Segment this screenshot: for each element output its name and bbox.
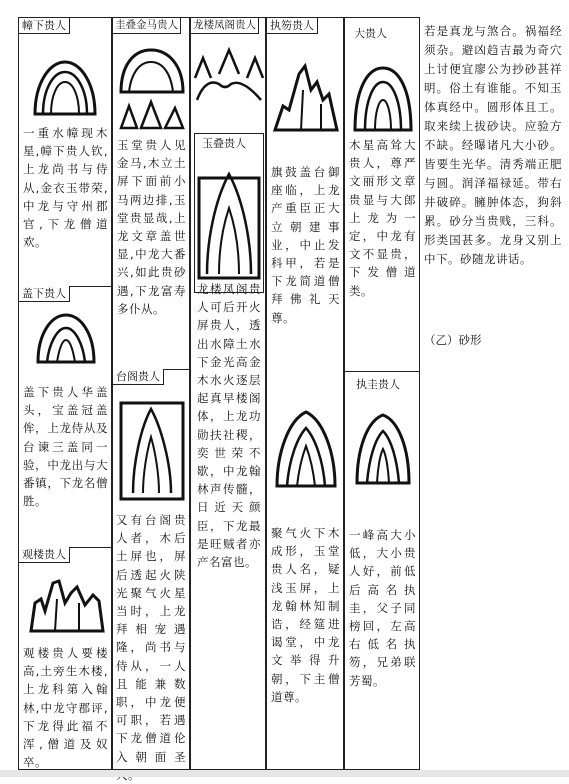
triple-peak-icon bbox=[27, 573, 107, 635]
section-text: 观楼贵人要楼高,土旁生木楼,上龙科第入翰林,中龙守郡评,下龙得此福不浑,僧道及奴卒。 bbox=[23, 646, 108, 770]
section-guidie bbox=[113, 18, 189, 370]
section-zhangxia bbox=[19, 18, 111, 287]
section-header: 幛下贵人 bbox=[19, 18, 70, 34]
section-zhihu bbox=[267, 18, 343, 348]
section-dagui bbox=[345, 18, 419, 372]
section-text: 盖下贵人华盖头，宝盖冠盖侔，上龙侍从及台谏三盖同一验，中龙出与大番镇，下龙名僧胜。 bbox=[23, 385, 108, 509]
column-5 bbox=[344, 17, 420, 770]
section-header: 盖下贵人 bbox=[19, 286, 70, 302]
section-juqi bbox=[267, 348, 343, 769]
section-text: 旗鼓盖台御座临，上龙产重臣正大立朝建事业，中止发科甲，若是下龙简道僧拜佛礼天尊。 bbox=[271, 165, 340, 325]
section-text: 聚气火下木成形，玉堂贵人名，疑浅玉屏，上龙翰林知制诰，经筵进谒堂，中龙文举得升朝，下主僧道尊。 bbox=[271, 526, 340, 704]
section-taige bbox=[113, 369, 189, 769]
section-yudie bbox=[194, 133, 264, 293]
section-text: 玉堂贵人见金马,木立土屏下面前小马两边排,玉堂贵显哉,上龙文章盖世显,中龙大番兴,如此贵砂遇,下龙富寿多仆从。 bbox=[117, 138, 186, 316]
flame-icon bbox=[117, 393, 187, 505]
bottom-bar bbox=[0, 770, 569, 777]
double-arch-icon bbox=[351, 62, 415, 134]
section-header: 执圭贵人 bbox=[353, 377, 403, 392]
section-text: 木星高耸大贵人，尊严文丽形文章贵显与大郎上龙为一定，中龙有文不显贵，下发僧道类。 bbox=[349, 138, 416, 298]
section-header: 大贵人 bbox=[351, 26, 390, 41]
section-text: 一重水幛现木星,幛下贵人钦,上龙尚书与侍从,金衣玉带荣,中龙与守州郡官,下龙僧道欢。 bbox=[23, 126, 108, 250]
peak-icon bbox=[119, 98, 185, 132]
section-longlou bbox=[191, 18, 265, 133]
mountain-icon bbox=[117, 44, 187, 96]
flame-icon bbox=[197, 164, 261, 282]
flame-icon bbox=[353, 411, 413, 487]
triple-peak-icon bbox=[193, 44, 265, 102]
section-text: 龙楼凤阁贵人可后开火屏贵人，透出水障土水下金光高金木水火逐层起真早楼阁体，上龙功勋扶社稷，奕世荣不歇，中龙翰林声传髓，日近天颜臣，下龙最是旺贼者亦产名富也。 bbox=[197, 282, 261, 570]
section-header: 圭叠金马贵人 bbox=[113, 18, 181, 34]
flame-icon bbox=[273, 408, 339, 490]
double-arch-icon bbox=[31, 56, 99, 118]
section-text: 又有台阁贵人者，木后土屏也，屏后透起火陕光聚气火星当时，上龙拜相宠遇隆，尚书与侍从，一人且能兼数职，中龙便可职，若遇下龙僧道伦入朝面圣 bbox=[116, 513, 186, 764]
column-4 bbox=[266, 17, 344, 770]
figure-caption: （乙）砂形 bbox=[424, 333, 482, 347]
section-gaixia bbox=[19, 286, 111, 548]
column-2 bbox=[112, 17, 190, 770]
column-1 bbox=[18, 17, 112, 770]
section-text: 一峰高大小低，大小贵人好，前低后高名执圭，父子同榜回，左高右低名执笏，兄弟联芳蜀。 bbox=[349, 528, 416, 688]
mountain-icon bbox=[35, 310, 97, 366]
section-header: 台阁贵人 bbox=[113, 369, 164, 385]
side-text: 若是真龙与煞合。祸福经须杂。避凶趋吉最为奇穴上讨便宜廖公为抄砂甚祥明。俗土有谁能。不知玉体真经中。圆形体且工。取来续上拔砂诀。应验方不缺。经曝诸凡大小砂。皆要生光华。清秀端正肥与圆。润泽福禄延。带右井破碎。臃肿体态，狗斜累。砂分当贵贱，三科。形类国甚多。龙身又别上中下。砂随龙讲话。 bbox=[424, 24, 562, 266]
section-header: 玉叠贵人 bbox=[199, 136, 249, 151]
section-guanlou bbox=[19, 547, 111, 769]
section-header: 龙楼凤阁贵人 bbox=[191, 18, 259, 34]
peak-icon bbox=[271, 60, 341, 134]
section-zhigui bbox=[345, 371, 419, 769]
column-3 bbox=[190, 17, 266, 770]
section-header: 执笏贵人 bbox=[267, 18, 318, 34]
section-header: 观楼贵人 bbox=[19, 547, 70, 563]
